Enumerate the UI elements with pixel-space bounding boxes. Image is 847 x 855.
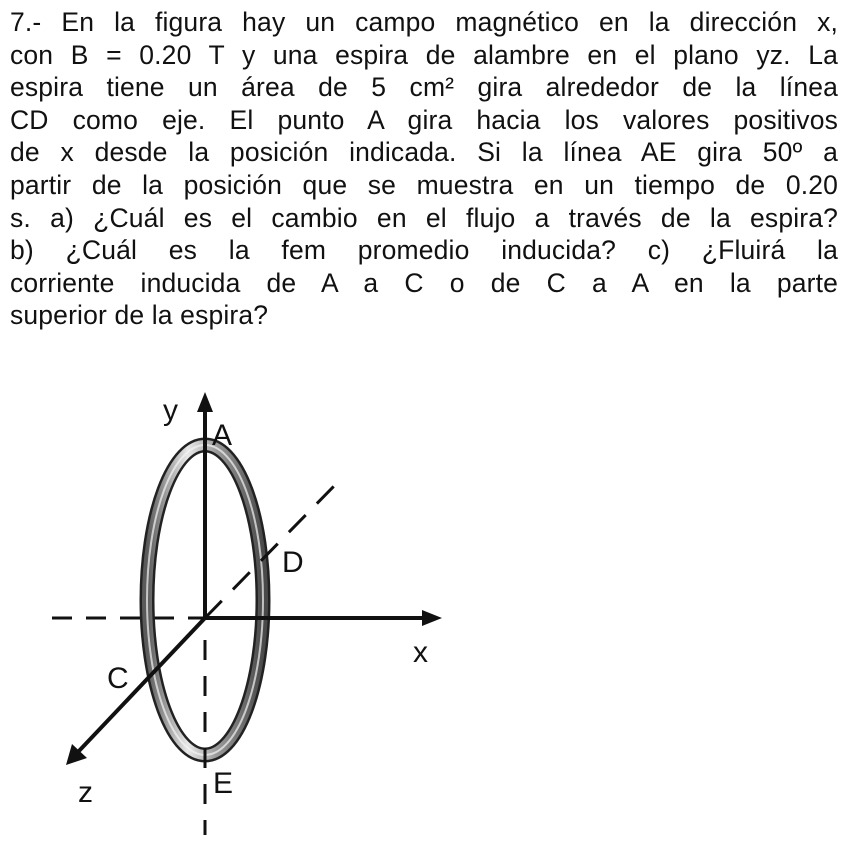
y-axis-label: y (163, 394, 178, 427)
point-e-label: E (213, 767, 234, 800)
problem-line-6: partir de la posición que se muestra en un tiempo de 0.20 (10, 169, 838, 200)
problem-statement (10, 6, 838, 332)
y-axis-arrowhead (197, 392, 213, 412)
x-axis (205, 610, 442, 626)
problem-line-5: de x desde la posición indicada. Si la línea AE gira 50º a (10, 137, 838, 168)
point-c-label: C (107, 662, 129, 695)
x-axis-label: x (413, 636, 428, 669)
problem-line-7: s. a) ¿Cuál es el cambio en el flujo a través de la espira? (10, 202, 838, 233)
axis-cd-dashed (205, 482, 338, 618)
problem-line-8: b) ¿Cuál es la fem promedio inducida? c) ¿Fluirá la (10, 235, 838, 266)
problem-line-1: 7.- En la figura hay un campo magnético en la dirección x, (10, 7, 838, 37)
problem-line-2: con B = 0.20 T y una espira de alambre en el plano yz. La (10, 39, 838, 70)
problem-line-3: espira tiene un área de 5 cm² gira alrededor de la línea (10, 72, 838, 103)
y-axis (197, 392, 213, 618)
z-axis-label: z (78, 776, 93, 809)
problem-line-4: CD como eje. El punto A gira hacia los valores positivos (10, 104, 838, 135)
problem-line-9: corriente inducida de A a C o de C a A en la parte (10, 267, 838, 298)
loop-figure (0, 380, 847, 855)
point-a-label: A (212, 419, 233, 452)
x-axis-arrowhead (422, 610, 442, 626)
point-d-label: D (282, 546, 304, 579)
problem-line-10: superior de la espira? (10, 300, 269, 331)
